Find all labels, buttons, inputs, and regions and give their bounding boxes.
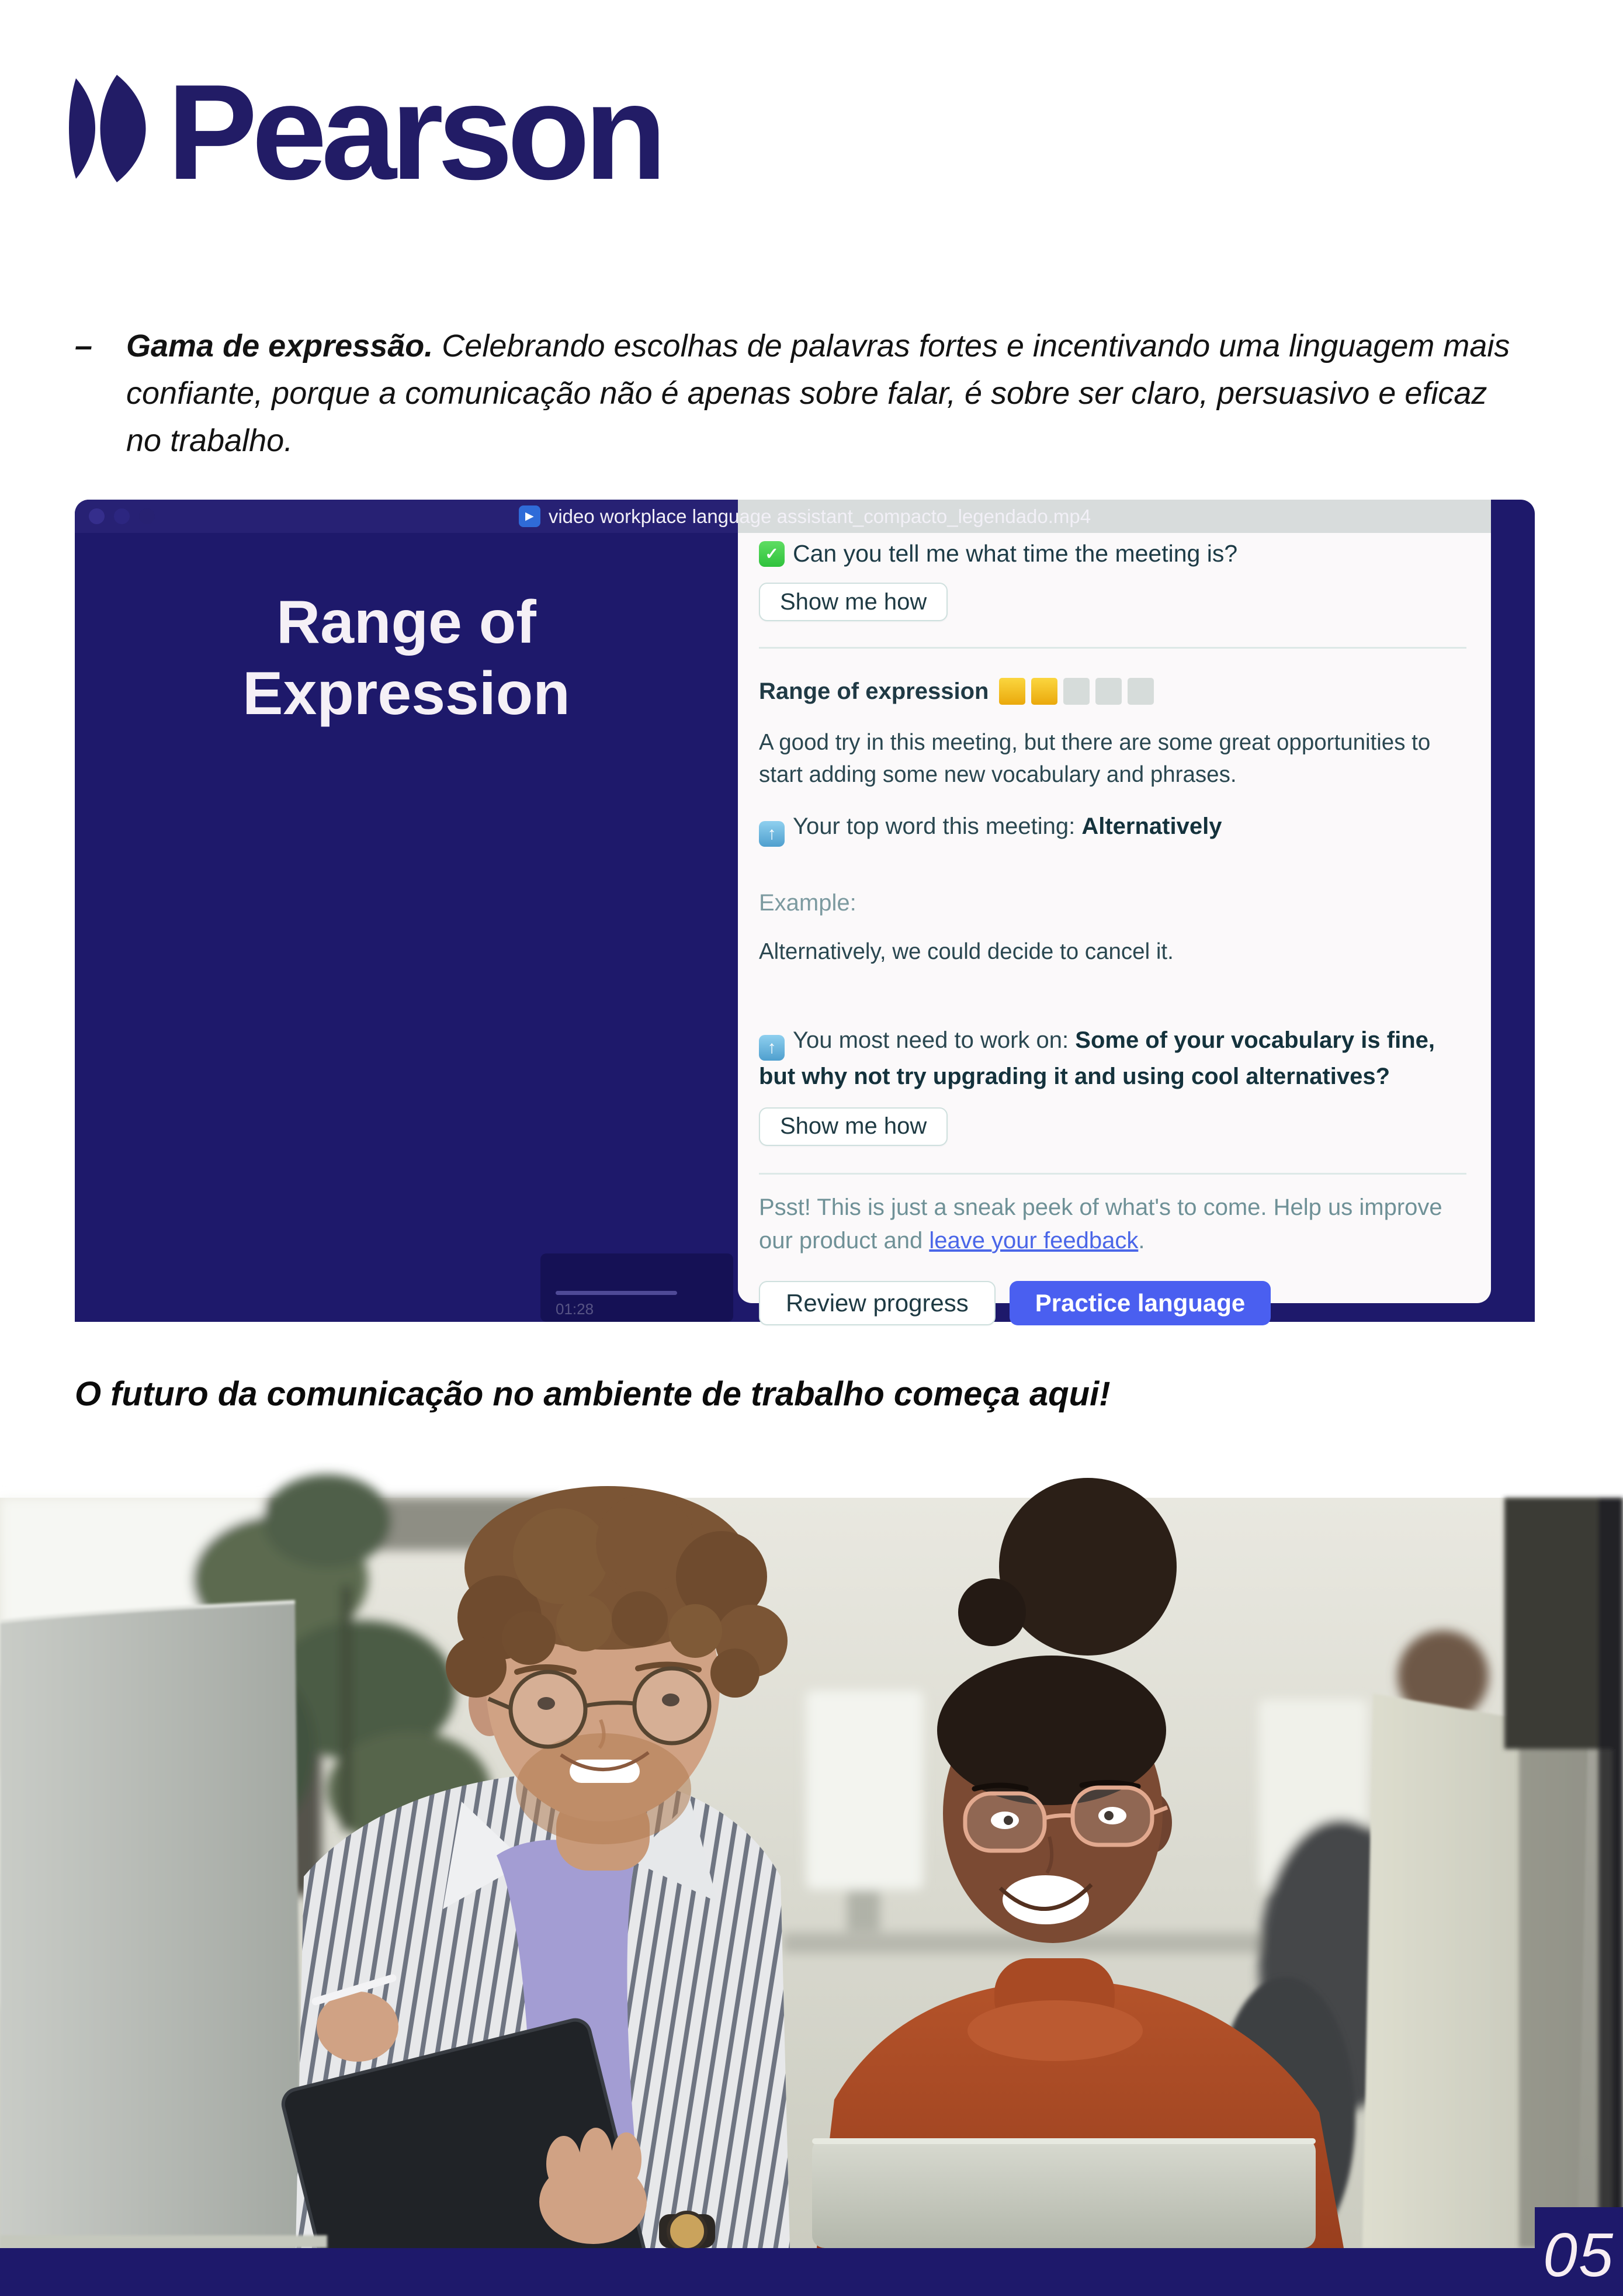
work-on-text: Some of your vocabulary is fine, but why not try upgrading it and using cool alternatives? [759,1027,1435,1089]
top-word-label: Your top word this meeting: [793,813,1082,840]
range-squares [999,678,1154,705]
slide-title-line1: Range of [276,588,536,656]
question-text: Can you tell me what time the meeting is? [793,540,1238,567]
card-actions [759,1281,1466,1325]
example-label: Example: [759,890,856,916]
page-number: 05 [1543,2221,1614,2290]
video-player-screenshot [75,500,1535,1322]
range-feedback-text: A good try in this meeting, but there are some great opportunities to start adding some new vocabulary and phrases. [759,730,1431,787]
top-word-row [759,811,1466,847]
leave-feedback-link[interactable]: leave your feedback [929,1227,1139,1253]
divider [759,1173,1466,1175]
slide-title-line2: Expression [242,659,570,728]
video-controls-remnant[interactable] [540,1253,733,1322]
bottom-bar [0,2248,1623,2296]
work-on-label: You most need to work on: [793,1027,1076,1053]
intro-paragraph [75,323,1512,465]
pearson-mark-icon [69,75,146,182]
psst-before-link: Psst! This is just a sneak peek of what's to come. Help us improve our product and [759,1194,1442,1253]
range-square-filled [1031,678,1057,705]
slide-title [75,587,738,729]
top-word: Alternatively [1081,813,1222,840]
range-square-empty [1063,678,1090,705]
range-square-empty [1095,678,1122,705]
check-icon: ✓ [759,541,785,567]
pearson-logo [63,57,661,208]
question-row [759,540,1466,567]
work-on-row [759,1024,1466,1092]
range-square-filled [999,678,1025,705]
show-me-how-button[interactable]: Show me how [759,583,948,621]
show-me-how-button-2[interactable]: Show me how [759,1107,948,1146]
video-filename-bar [75,500,1535,533]
office-photo [0,1498,1623,2248]
review-progress-button[interactable]: Review progress [759,1281,996,1325]
practice-language-button[interactable]: Practice language [1010,1281,1271,1325]
video-file-icon: ▶ [519,505,540,527]
intro-lead: Gama de expressão. [126,328,434,363]
feedback-card [738,533,1491,1317]
up-arrow-icon: ↑ [759,821,785,847]
psst-after-link: . [1138,1227,1145,1253]
intro-text [126,323,1512,465]
divider [759,647,1466,649]
up-arrow-icon: ↑ [759,1035,785,1061]
range-label: Range of expression [759,678,989,704]
video-filename: video workplace language assistant_compacto_legendado.mp4 [548,505,1091,527]
range-of-expression-row [759,678,1466,705]
headline: O futuro da comunicação no ambiente de trabalho começa aqui! [75,1375,1111,1413]
video-progress-bar[interactable] [556,1291,677,1295]
bullet-dash: – [75,328,93,363]
video-timestamp: 01:28 [556,1300,594,1318]
pearson-wordmark: Pearson [167,57,661,208]
intro-body: Celebrando escolhas de palavras fortes e incentivando uma linguagem mais confiante, porque a comunicação não é apenas sobre falar, é sobre ser claro, persuasivo e eficaz no trabalho. [126,328,1510,458]
example-sentence: Alternatively, we could decide to cancel it. [759,939,1174,965]
psst-text [759,1191,1466,1258]
page-number-tab [1535,2207,1623,2296]
range-square-empty [1128,678,1154,705]
